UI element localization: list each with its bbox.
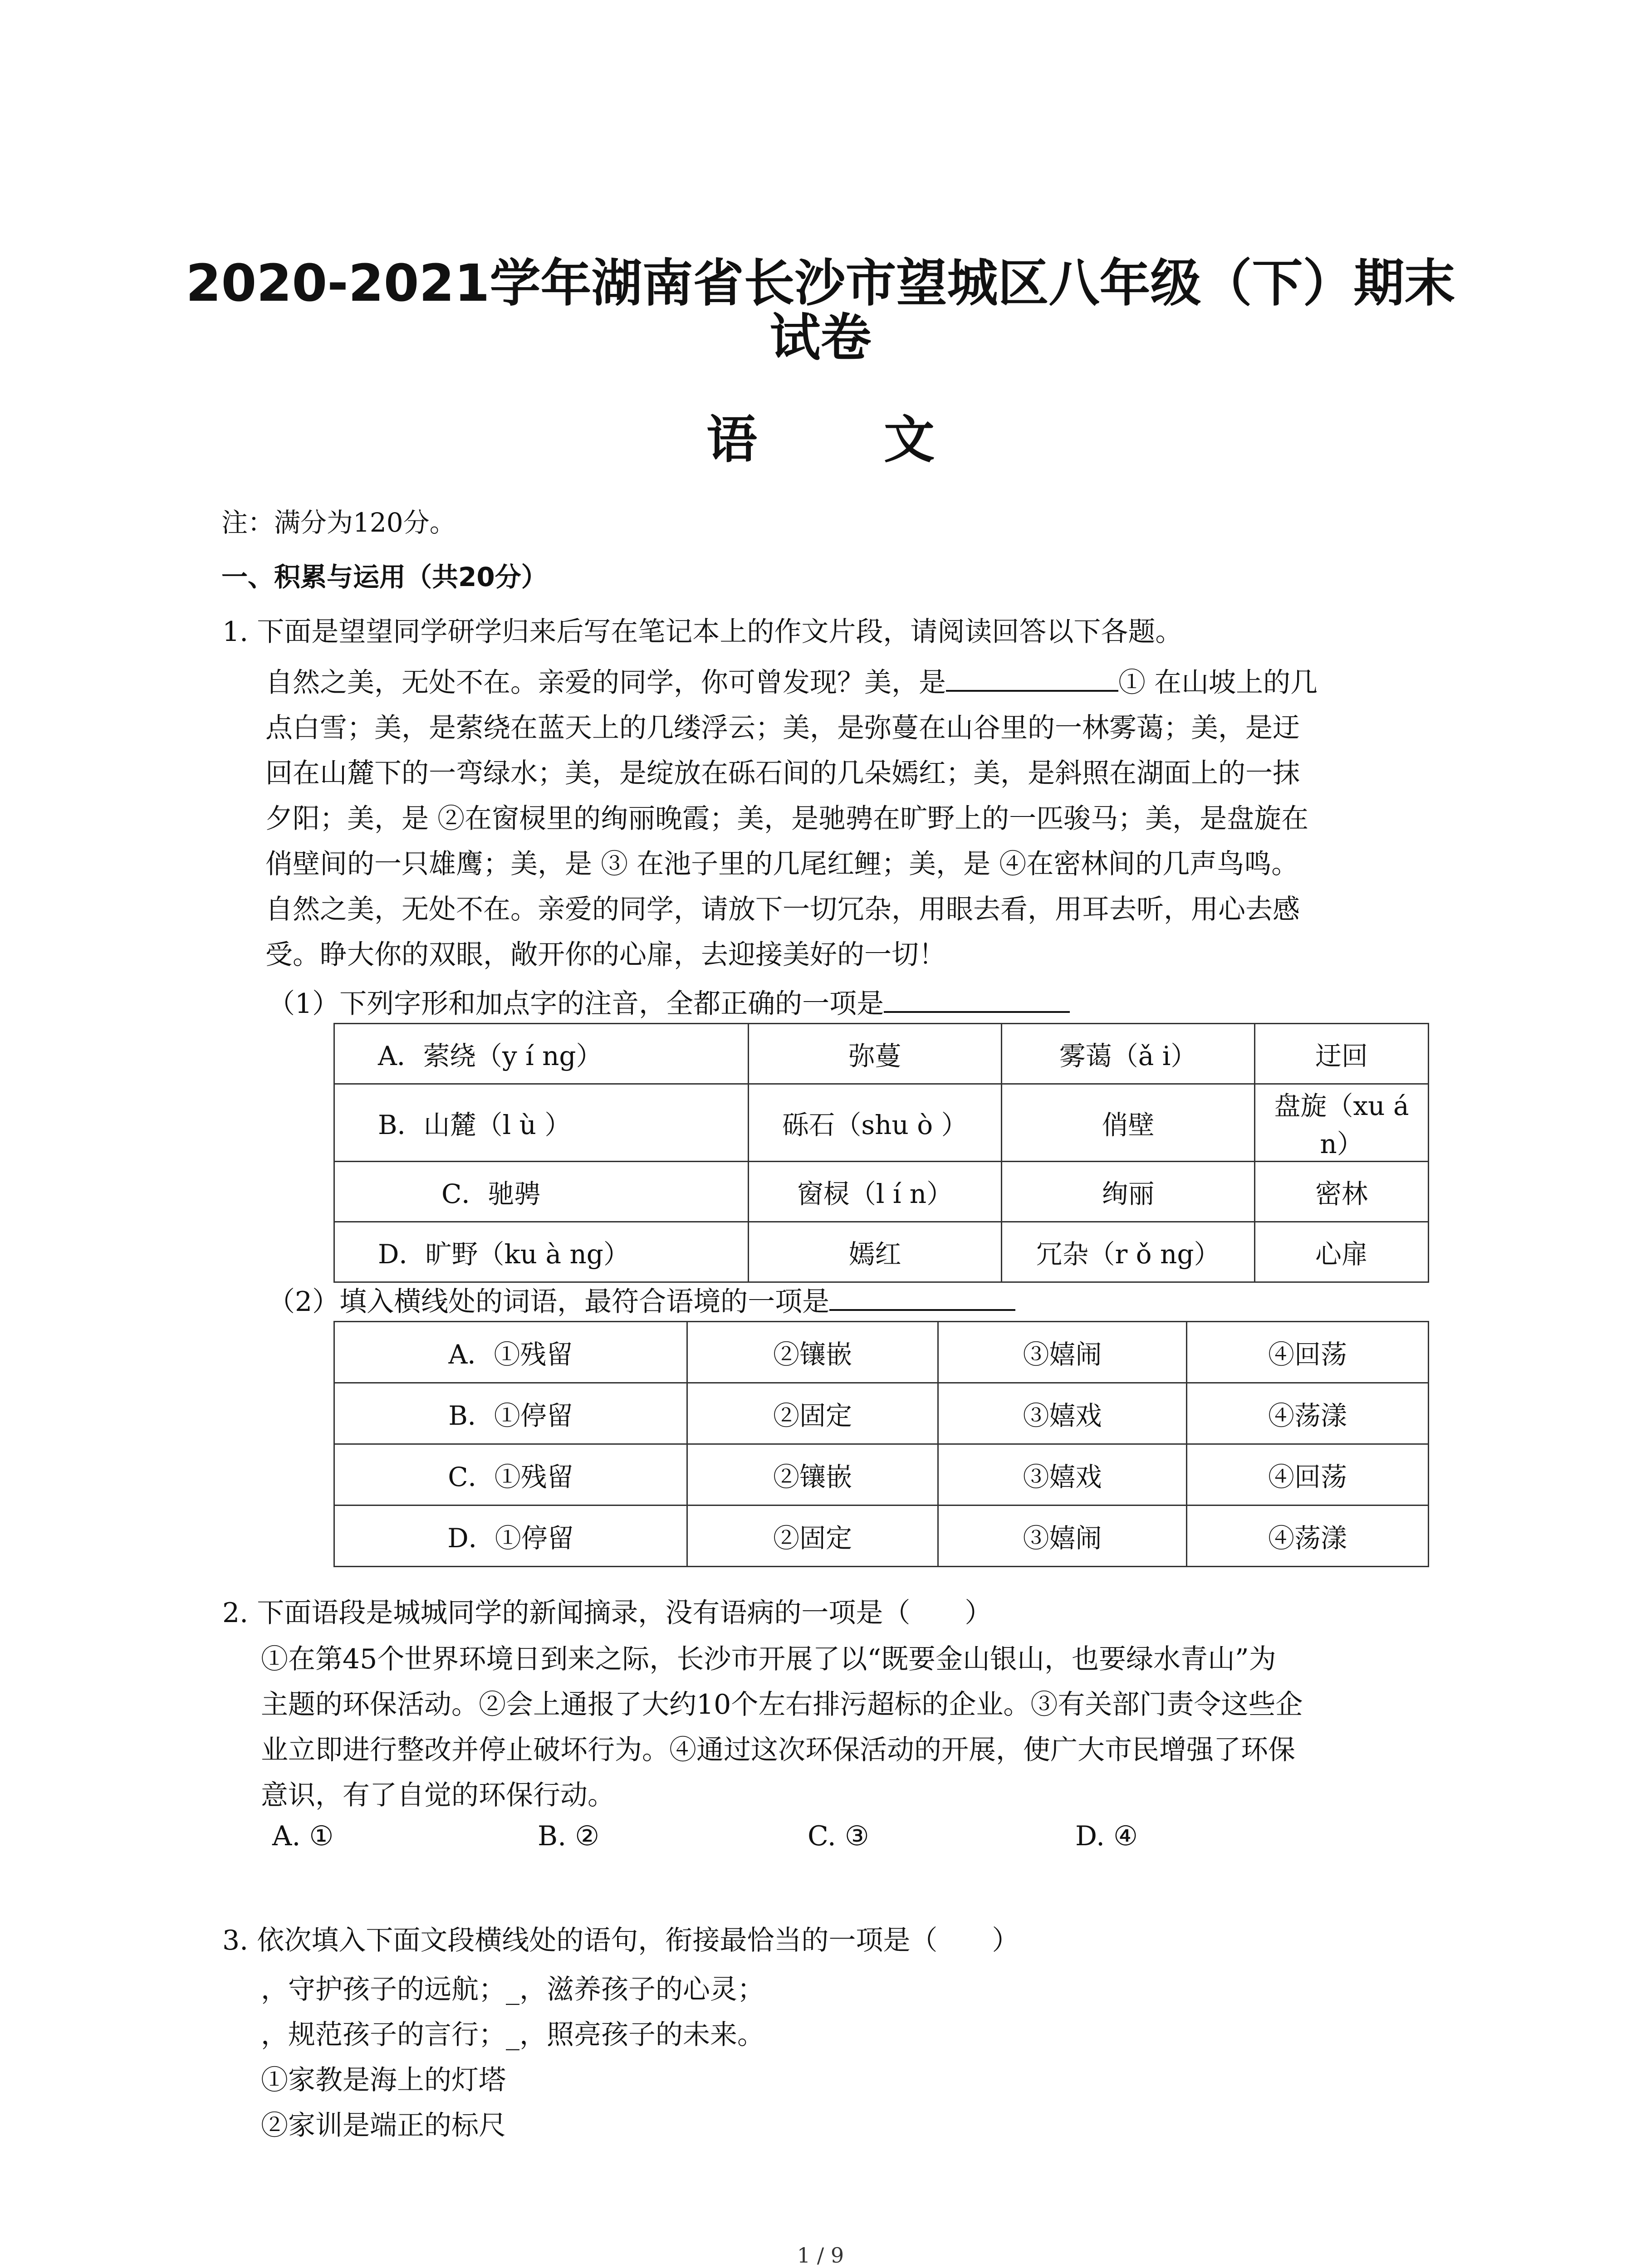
table-row — [334, 1505, 1429, 1567]
q1-passage-line: 点白雪；美，是萦绕在蓝天上的几缕浮云；美，是弥蔓在山谷里的一林雾蔼；美，是迂 — [265, 712, 1300, 744]
exam-title-line2: 试卷 — [769, 308, 872, 367]
table-row — [334, 1383, 1429, 1444]
exam-title-line1: 2020-2021学年湖南省长沙市望城区八年级（下）期末 — [186, 254, 1455, 313]
q2-option-b[interactable]: B. ② — [538, 1820, 600, 1852]
subject-heading: 语 文 — [706, 411, 989, 469]
q2-stem: 2. 下面语段是城城同学的新闻摘录，没有语病的一项是（ ） — [222, 1597, 992, 1629]
q1-passage-line: 夕阳；美，是 ②在窗棂里的绚丽晚霞；美，是驰骋在旷野上的一匹骏马；美，是盘旋在 — [265, 803, 1309, 835]
table-cell: ③嬉戏 — [938, 1444, 1187, 1505]
score-note: 注：满分为120分。 — [221, 507, 456, 538]
table-cell: 迂回 — [1255, 1024, 1429, 1084]
table-cell: 嫣红 — [749, 1222, 1002, 1282]
q2-passage-line: 意识，有了自觉的环保行动。 — [261, 1779, 615, 1811]
table-cell: ②固定 — [687, 1505, 938, 1567]
table-cell: B．山麓（l ù ） — [334, 1084, 749, 1162]
table-cell: A．萦绕（y í ng） — [334, 1024, 749, 1084]
q3-line: ②家训是端正的标尺 — [261, 2110, 506, 2141]
q1-passage-line: 回在山麓下的一弯绿水；美，是绽放在砾石间的几朵嫣红；美，是斜照在湖面上的一抹 — [265, 758, 1300, 789]
q2-passage-line: 主题的环保活动。②会上通报了大约10个左右排污超标的企业。③有关部门责令这些企 — [261, 1689, 1303, 1721]
page-number: 1 / 9 — [797, 2243, 844, 2268]
q1-options-table-2 — [333, 1321, 1429, 1567]
table-cell: ④荡漾 — [1187, 1505, 1429, 1567]
table-cell: ③嬉闹 — [938, 1505, 1187, 1567]
table-row — [334, 1444, 1429, 1505]
q2-passage-line: ①在第45个世界环境日到来之际，长沙市开展了以“既要金山银山，也要绿水青山”为 — [261, 1643, 1276, 1675]
q2-option-a[interactable]: A. ① — [272, 1820, 334, 1852]
q2-passage-line: 业立即进行整改并停止破坏行为。④通过这次环保活动的开展，使广大市民增强了环保 — [261, 1734, 1295, 1766]
table-cell: 弥蔓 — [749, 1024, 1002, 1084]
table-row — [334, 1162, 1429, 1222]
table-row — [334, 1322, 1429, 1383]
q1-passage-line — [265, 661, 1318, 700]
answer-blank — [829, 1282, 1015, 1311]
table-cell: 盘旋（xu á n） — [1255, 1084, 1429, 1162]
table-cell: 密林 — [1255, 1162, 1429, 1222]
q3-stem: 3. 依次填入下面文段横线处的语句，衔接最恰当的一项是（ ） — [222, 1925, 1019, 1956]
q2-option-c[interactable]: C. ③ — [808, 1820, 869, 1852]
table-row — [334, 1222, 1429, 1282]
sub-question-label: （1） — [268, 988, 340, 1020]
table-cell: C．驰骋 — [334, 1162, 749, 1222]
table-cell: 俏壁 — [1002, 1084, 1255, 1162]
table-cell: ④回荡 — [1187, 1444, 1429, 1505]
table-cell: ②镶嵌 — [687, 1322, 938, 1383]
table-cell: ④荡漾 — [1187, 1383, 1429, 1444]
q1-sub2 — [268, 1280, 1015, 1319]
sub-question-text: 填入横线处的词语，最符合语境的一项是 — [339, 1286, 830, 1318]
q1-options-table-1 — [333, 1023, 1429, 1283]
q1-passage-line: 自然之美，无处不在。亲爱的同学，请放下一切冗杂，用眼去看，用耳去听，用心去感 — [265, 894, 1300, 925]
q3-line: ①家教是海上的灯塔 — [261, 2064, 506, 2096]
table-cell: 冗杂（r ǒ ng） — [1002, 1222, 1255, 1282]
sub-question-text: 下列字形和加点字的注音，全都正确的一项是 — [339, 988, 884, 1020]
q1-stem: 1. 下面是望望同学研学归来后写在笔记本上的作文片段，请阅读回答以下各题。 — [222, 616, 1183, 648]
table-cell: 心扉 — [1255, 1222, 1429, 1282]
table-row — [334, 1084, 1429, 1162]
answer-blank — [884, 984, 1070, 1013]
table-cell: ②镶嵌 — [687, 1444, 938, 1505]
table-cell: D．旷野（ku à ng） — [334, 1222, 749, 1282]
table-cell: ②固定 — [687, 1383, 938, 1444]
table-cell: C．①残留 — [334, 1444, 687, 1505]
q1-sub1 — [268, 982, 1070, 1021]
q1-passage-line: 俏壁间的一只雄鹰；美，是 ③ 在池子里的几尾红鲤；美，是 ④在密林间的几声鸟鸣。 — [265, 848, 1299, 880]
q1-passage-text: ① 在山坡上的几 — [1118, 667, 1318, 699]
sub-question-label: （2） — [268, 1286, 340, 1318]
table-cell: B．①停留 — [334, 1383, 687, 1444]
q3-line: ，守护孩子的远航；_，滋养孩子的心灵； — [261, 1974, 764, 2005]
q2-option-d[interactable]: D. ④ — [1075, 1820, 1138, 1852]
table-cell: 窗棂（l í n） — [749, 1162, 1002, 1222]
table-cell: D．①停留 — [334, 1505, 687, 1567]
table-cell: A．①残留 — [334, 1322, 687, 1383]
q1-passage-text: 自然之美，无处不在。亲爱的同学，你可曾发现？美，是 — [265, 667, 946, 699]
table-cell: ③嬉戏 — [938, 1383, 1187, 1444]
table-cell: ③嬉闹 — [938, 1322, 1187, 1383]
table-cell: 绚丽 — [1002, 1162, 1255, 1222]
table-cell: 砾石（shu ò ） — [749, 1084, 1002, 1162]
table-cell: 雾蔼（ǎ i） — [1002, 1024, 1255, 1084]
q1-passage-line: 受。睁大你的双眼，敞开你的心扉，去迎接美好的一切！ — [265, 939, 946, 971]
q3-line: ，规范孩子的言行；_，照亮孩子的未来。 — [261, 2019, 764, 2051]
fill-blank — [946, 663, 1118, 692]
table-cell: ④回荡 — [1187, 1322, 1429, 1383]
table-row — [334, 1024, 1429, 1084]
section-heading: 一、积累与运用（共20分） — [221, 562, 548, 592]
